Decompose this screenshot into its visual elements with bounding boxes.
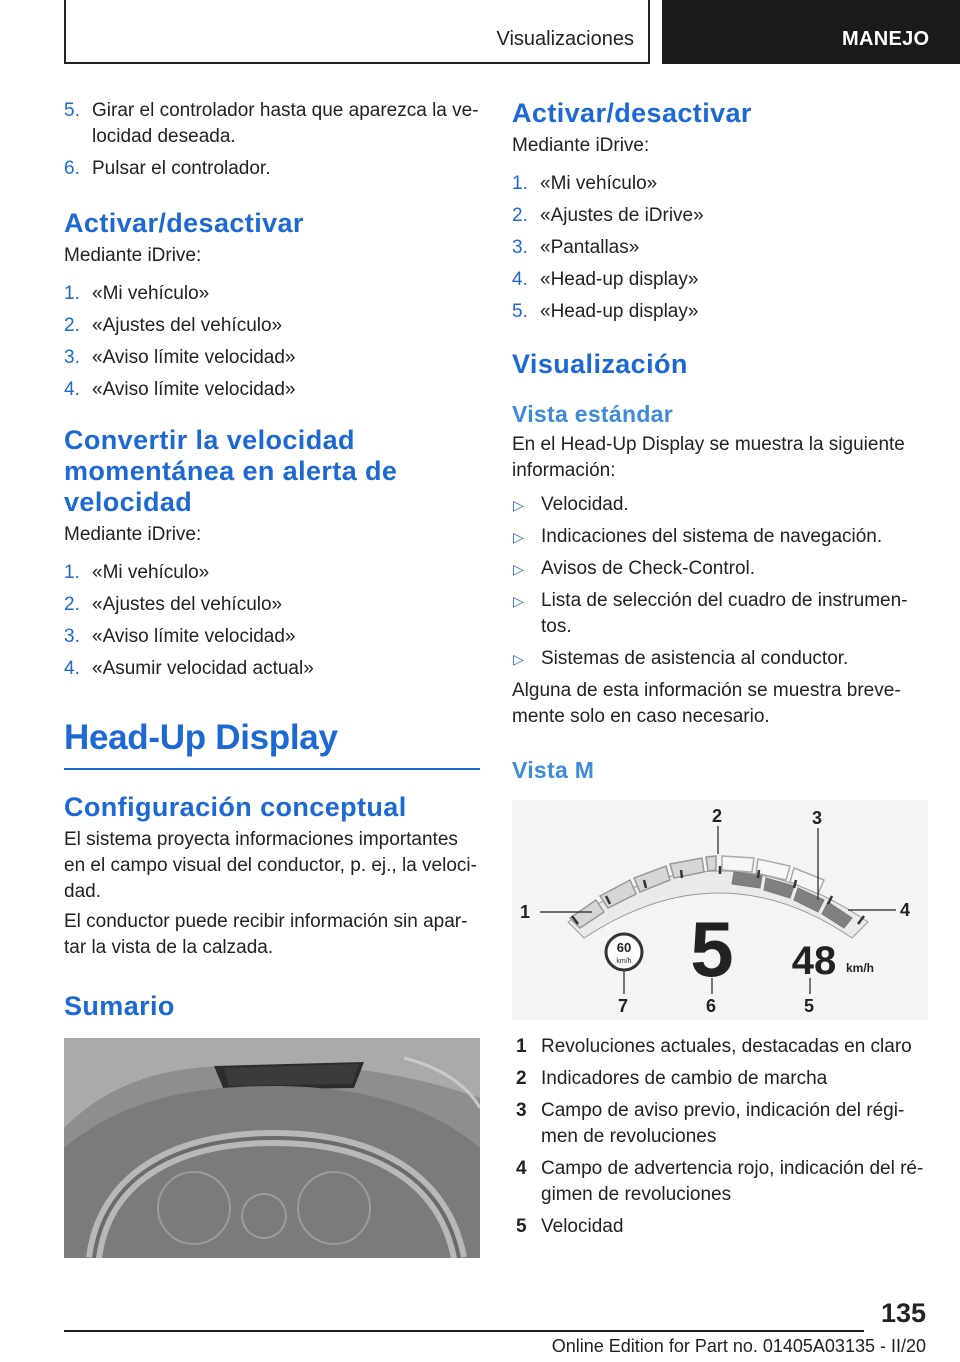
edition-note: Online Edition for Part no. 01405A03135 - II/20 bbox=[551, 1336, 926, 1356]
bullet-triangle-icon: ▷ bbox=[513, 651, 524, 667]
bullet-triangle-icon: ▷ bbox=[513, 497, 524, 513]
list-item: 1. «Mi vehículo» bbox=[64, 562, 210, 583]
section-heading-activar: Activar/desactivar bbox=[64, 208, 304, 238]
gear-indicator: 5 bbox=[690, 905, 734, 993]
subheading-vista-estandar: Vista estándar bbox=[512, 401, 674, 427]
list-item: ▷ Indicaciones del sistema de navegación. bbox=[512, 524, 928, 550]
paragraph: El sistema proyecta informaciones importantes en el campo visual del conductor, p. ej., la veloci-dad. bbox=[64, 829, 477, 902]
paragraph: En el Head-Up Display se muestra la siguiente información: bbox=[512, 434, 905, 481]
hud-illustration bbox=[512, 800, 928, 1020]
hud-m-view-diagram bbox=[512, 800, 928, 1020]
left-column bbox=[64, 98, 480, 1258]
info-bullets bbox=[512, 492, 928, 672]
list-item: 5. Girar el controlador hasta que aparezca la ve-locidad deseada. bbox=[64, 100, 479, 147]
callout-4: 4 bbox=[900, 900, 911, 920]
chapter-title: Head-Up Display bbox=[64, 718, 338, 757]
bullet-triangle-icon: ▷ bbox=[513, 593, 524, 609]
list-item: 4. «Head-up display» bbox=[512, 269, 699, 290]
callout-1: 1 bbox=[520, 902, 531, 922]
right-column bbox=[512, 98, 928, 1246]
bullet-triangle-icon: ▷ bbox=[513, 529, 524, 545]
list-item: 3. «Pantallas» bbox=[512, 237, 640, 258]
section-heading-convertir: Convertir la velocidad momentánea en alerta de velocidad bbox=[64, 425, 398, 517]
section-heading-activar-hud: Activar/desactivar bbox=[512, 98, 752, 128]
legend-item: 4 Campo de advertencia rojo, indicación del ré-gimen de revoluciones bbox=[516, 1158, 924, 1205]
idrive-steps bbox=[512, 171, 928, 325]
steps-continued bbox=[64, 98, 480, 182]
list-item: ▷ Velocidad. bbox=[512, 492, 928, 518]
list-item: 3. «Aviso límite velocidad» bbox=[64, 347, 296, 368]
speed-limit-value: 60 bbox=[616, 940, 632, 955]
list-item: ▷ Avisos de Check-Control. bbox=[512, 556, 928, 582]
idrive-steps bbox=[64, 281, 480, 403]
callout-3: 3 bbox=[812, 808, 823, 828]
list-item: 2. «Ajustes del vehículo» bbox=[64, 315, 283, 336]
intro-text: Mediante iDrive: bbox=[64, 245, 202, 266]
speed-unit: km/h bbox=[845, 961, 875, 975]
chapter-rule bbox=[64, 768, 480, 770]
list-item: 5. «Head-up display» bbox=[512, 301, 699, 322]
list-item: 3. «Aviso límite velocidad» bbox=[64, 626, 296, 647]
legend-item: 3 Campo de aviso previo, indicación del régi-men de revoluciones bbox=[516, 1100, 905, 1147]
footer-rule bbox=[64, 1330, 864, 1332]
speed-value: 48 bbox=[791, 939, 837, 983]
list-item: 6. Pulsar el controlador. bbox=[64, 158, 271, 179]
header-chapter-label: MANEJO bbox=[842, 28, 930, 50]
diagram-legend bbox=[512, 1034, 928, 1240]
subheading-vista-m: Vista M bbox=[512, 757, 595, 783]
list-item: 1. «Mi vehículo» bbox=[64, 283, 210, 304]
header-chapter-tab bbox=[662, 0, 960, 64]
list-item: 4. «Asumir velocidad actual» bbox=[64, 658, 314, 679]
callout-6: 6 bbox=[706, 996, 717, 1016]
cockpit-photo bbox=[64, 1038, 480, 1258]
page-number: 135 bbox=[880, 1298, 926, 1328]
callout-5: 5 bbox=[804, 996, 815, 1016]
list-item: 2. «Ajustes de iDrive» bbox=[512, 205, 704, 226]
cockpit-illustration bbox=[64, 1038, 480, 1258]
legend-item: 5 Velocidad bbox=[516, 1216, 624, 1237]
section-heading-visualizacion: Visualización bbox=[512, 349, 688, 379]
list-item: ▷ Sistemas de asistencia al conductor. bbox=[512, 646, 928, 672]
bullet-triangle-icon: ▷ bbox=[513, 561, 524, 577]
list-item: 4. «Aviso límite velocidad» bbox=[64, 379, 296, 400]
section-heading-sumario: Sumario bbox=[64, 991, 175, 1021]
callout-7: 7 bbox=[618, 996, 629, 1016]
list-item: 1. «Mi vehículo» bbox=[512, 173, 658, 194]
legend-item: 2 Indicadores de cambio de marcha bbox=[516, 1068, 828, 1089]
paragraph: El conductor puede recibir información sin apar-tar la vista de la calzada. bbox=[64, 911, 468, 958]
list-item: 2. «Ajustes del vehículo» bbox=[64, 594, 283, 615]
speed-limit-unit: km/h bbox=[616, 958, 632, 965]
header-section-title: Visualizaciones bbox=[496, 28, 634, 50]
section-heading-configuracion: Configuración conceptual bbox=[64, 792, 407, 822]
paragraph: Alguna de esta información se muestra breve-mente solo en caso necesario. bbox=[512, 680, 901, 727]
intro-text: Mediante iDrive: bbox=[512, 135, 650, 156]
list-item: ▷ Lista de selección del cuadro de instrumen-tos. bbox=[513, 590, 908, 637]
callout-2: 2 bbox=[712, 806, 723, 826]
idrive-steps bbox=[64, 560, 480, 682]
intro-text: Mediante iDrive: bbox=[64, 524, 202, 545]
legend-item: 1 Revoluciones actuales, destacadas en claro bbox=[516, 1036, 912, 1057]
